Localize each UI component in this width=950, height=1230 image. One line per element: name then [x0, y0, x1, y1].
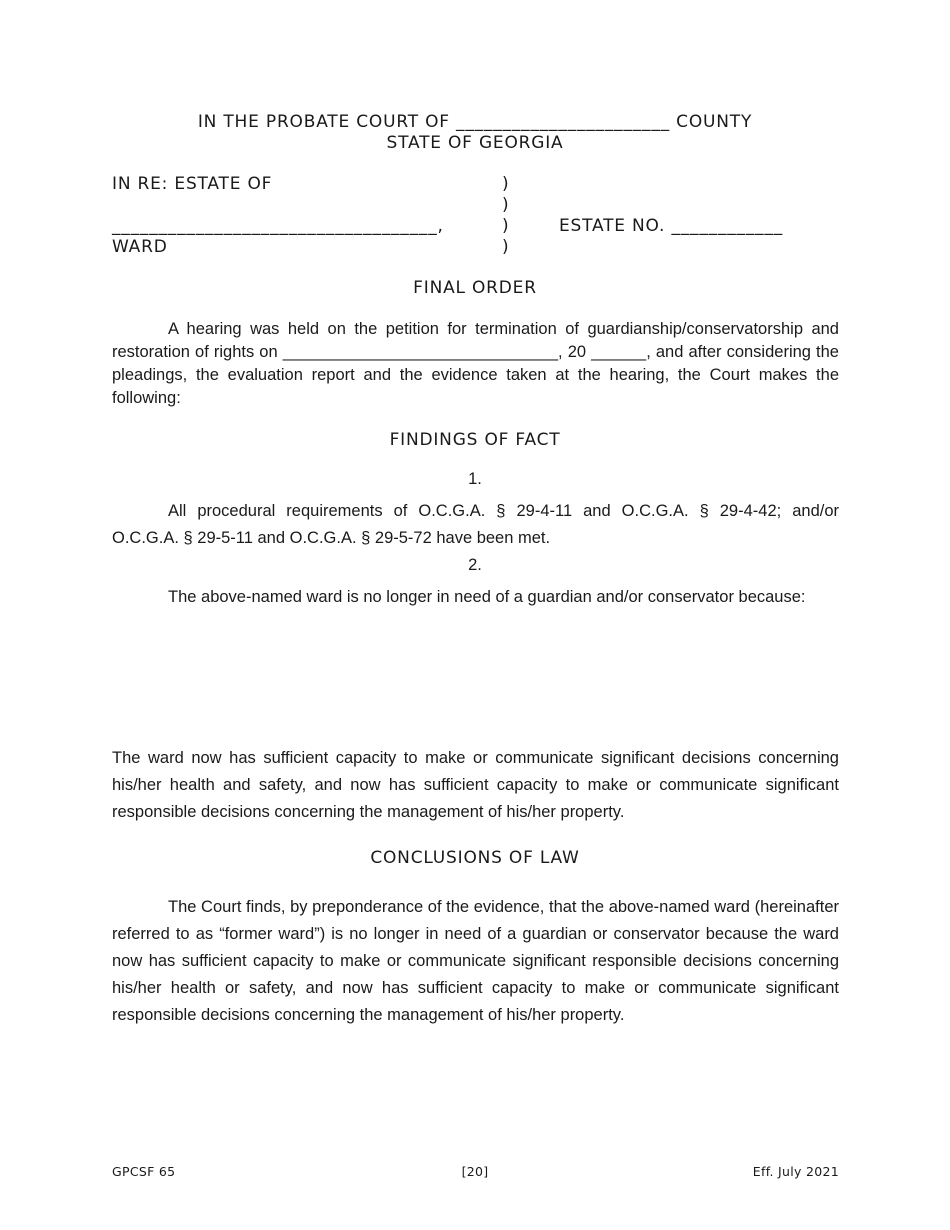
- capacity-paragraph: The ward now has sufficient capacity to make or communicate significant decisions concerning his/her health and safety, and now has sufficient capacity to make or communicate significant responsible decisions concerning the management of his/her property.: [112, 749, 839, 821]
- order-title: FINAL ORDER: [413, 278, 537, 298]
- page-number: [20]: [461, 1164, 489, 1179]
- caption-paren: ): [502, 195, 510, 215]
- caption-paren: ): [502, 174, 510, 194]
- finding-number: 1.: [468, 470, 482, 488]
- court-heading: IN THE PROBATE COURT OF _______________________ COUNTY: [197, 112, 753, 132]
- conclusions-heading: CONCLUSIONS OF LAW: [370, 848, 580, 868]
- finding-2-text: The above-named ward is no longer in need of a guardian and/or conservator because:: [168, 588, 806, 606]
- state-heading: STATE OF GEORGIA: [386, 133, 564, 153]
- intro-paragraph: A hearing was held on the petition for termination of guardianship/conservatorship and restoration of rights on ______________________________, 20 ______, and after considering the pleadings, the evaluation report and the evidence taken at the hearing, the Court makes the following:: [112, 320, 839, 407]
- in-re-label: IN RE: ESTATE OF: [112, 174, 273, 194]
- findings-heading: FINDINGS OF FACT: [389, 430, 561, 450]
- caption-paren: ): [502, 216, 510, 236]
- ward-name-blank: ___________________________________,: [112, 216, 444, 236]
- finding-number: 2.: [468, 556, 482, 574]
- conclusions-paragraph: The Court finds, by preponderance of the evidence, that the above-named ward (hereinafter referred to as “former ward”) is no longer in need of a guardian or conservator because the ward now has sufficient capacity to make or communicate significant responsible decisions concerning his/her health or safety, and now has sufficient capacity to make or communicate significant responsible decisions concerning the management of his/her property.: [112, 898, 839, 1024]
- caption-paren: ): [502, 237, 510, 257]
- estate-number-field: ESTATE NO. ____________: [559, 216, 784, 236]
- ward-label: WARD: [112, 237, 168, 257]
- form-id: GPCSF 65: [112, 1164, 176, 1179]
- effective-date: Eff. July 2021: [752, 1164, 839, 1179]
- finding-1-text: All procedural requirements of O.C.G.A. § 29-4-11 and O.C.G.A. § 29-4-42; and/or O.C.G.A. § 29-5-11 and O.C.G.A. § 29-5-72 have been met.: [112, 502, 839, 547]
